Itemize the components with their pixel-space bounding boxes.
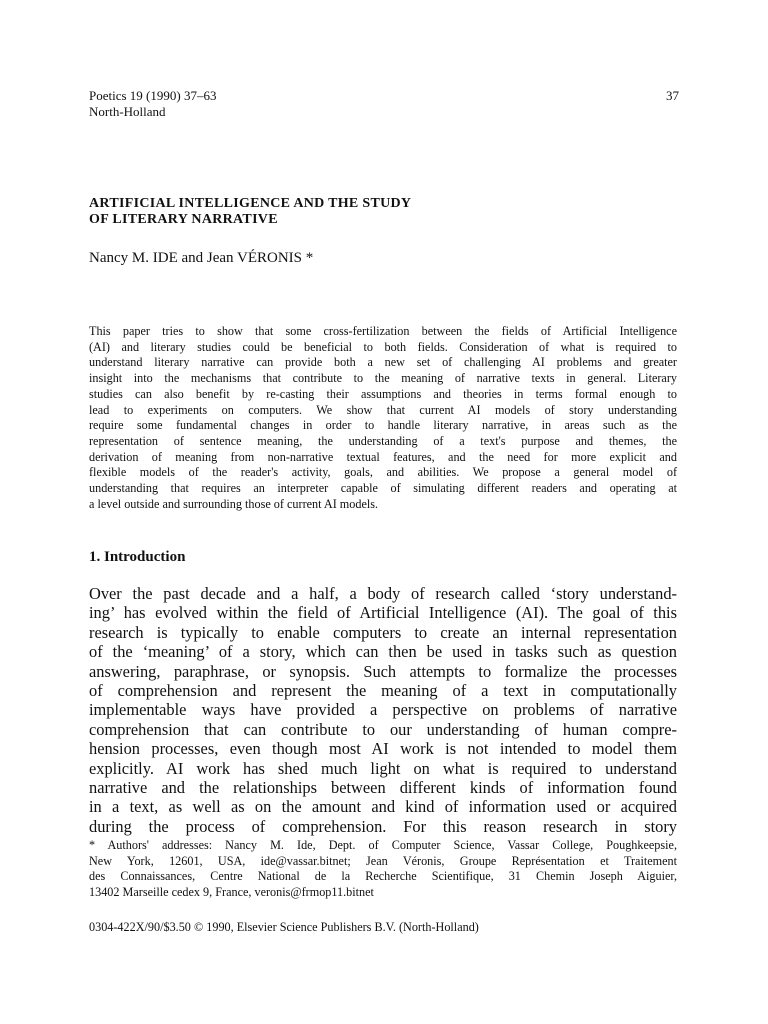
section-heading: 1. Introduction [89,549,186,565]
abstract [89,324,677,512]
body-line: in a text, as well as on the amount and kind of information used or acquired [89,797,677,817]
abstract-line: studies can also benefit by re-casting their assumptions and theories in terms formal enough to [89,386,677,401]
abstract-line: insight into the mechanisms that contribute to the meaning of narrative texts in general. Literary [89,371,677,386]
body-line: comprehension that can contribute to our understanding of human compre- [89,719,677,739]
footnote-line: 13402 Marseille cedex 9, France, veronis@frmop11.bitnet [89,884,374,899]
abstract-line: derivation of meaning from non-narrative textual features, and the need for more explicit and [89,449,677,464]
body-line: Over the past decade and a half, a body of research called ‘story understand- [89,584,677,603]
publisher: North-Holland [89,104,166,119]
footnote-line: des Connaissances, Centre National de la Recherche Scientifique, 31 Chemin Joseph Aiguier, [89,869,677,883]
page-number: 37 [666,88,679,103]
body-line: answering, paraphrase, or synopsis. Such attempts to formalize the processes [89,661,677,681]
title-line: OF LITERARY NARRATIVE [89,212,278,227]
abstract-line: require some fundamental changes in order to handle literary narrative, in areas such as the [89,418,677,433]
body-line: implementable ways have provided a perspective on problems of narrative [89,700,677,720]
body-line: research is typically to enable computers to create an internal representation [89,622,677,642]
body-line: during the process of comprehension. For this reason research in story [89,816,677,836]
abstract-line: (AI) and literary studies could be beneficial to both fields. Consideration of what is required to [89,339,677,354]
abstract-line: a level outside and surrounding those of current AI models. [89,496,379,511]
body-line: ing’ has evolved within the field of Artificial Intelligence (AI). The goal of this [89,603,677,623]
abstract-line: flexible models of the reader's activity, goals, and abilities. We propose a general model of [89,465,677,480]
journal-citation: Poetics 19 (1990) 37–63 [89,88,217,103]
author-footnote [89,838,677,900]
abstract-line: understanding that requires an interpreter capable of simulating different readers and operating at [89,481,677,496]
journal-info [89,88,216,120]
article-authors: Nancy M. IDE and Jean VÉRONIS * [89,250,314,266]
body-line: of the ‘meaning’ of a story, which can then be used in tasks such as question [89,642,677,662]
body-line: of comprehension and represent the meaning of a text in computationally [89,681,677,701]
body-line: hension processes, even though most AI work is not intended to model them [89,739,677,759]
article-title [89,196,649,228]
body-line: narrative and the relationships between different kinds of information found [89,778,677,798]
section-body [89,584,677,836]
abstract-line: understand literary narrative can provide both a new set of challenging AI problems and greater [89,355,677,370]
body-line: explicitly. AI work has shed much light on what is required to understand [89,758,677,778]
abstract-line: lead to experiments on computers. We show that current AI models of story understanding [89,402,677,417]
title-line: ARTIFICIAL INTELLIGENCE AND THE STUDY [89,196,412,211]
footnote-line: * Authors' addresses: Nancy M. Ide, Dept. of Computer Science, Vassar College, Poughkeepsie, [89,838,677,852]
copyright-notice: 0304-422X/90/$3.50 © 1990, Elsevier Science Publishers B.V. (North-Holland) [89,920,479,934]
abstract-line: This paper tries to show that some cross-fertilization between the fields of Artificial Intelligence [89,324,677,338]
footnote-line: New York, 12601, USA, ide@vassar.bitnet; Jean Véronis, Groupe Représentation et Traitement [89,853,677,868]
abstract-line: representation of sentence meaning, the understanding of a text's purpose and themes, the [89,433,677,448]
